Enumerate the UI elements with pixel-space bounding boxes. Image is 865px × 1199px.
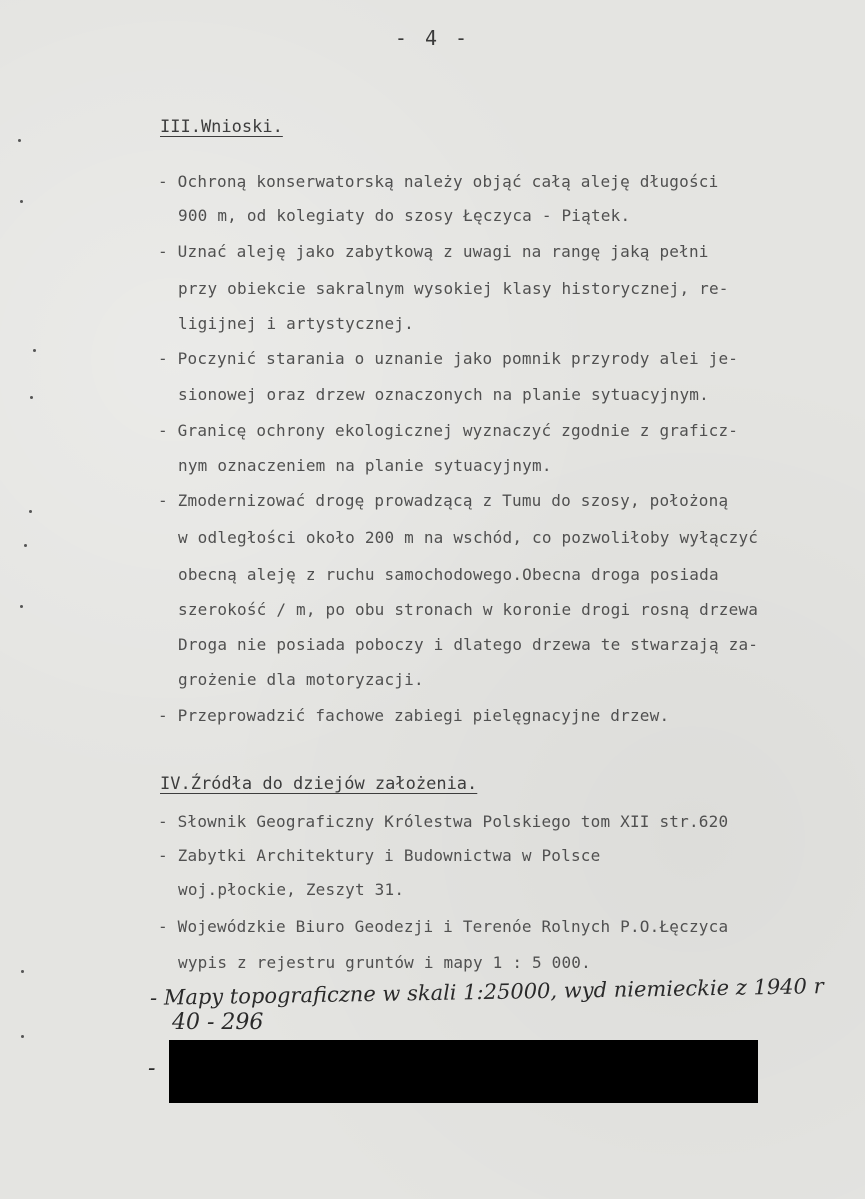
margin-speck (20, 605, 23, 608)
margin-speck (18, 139, 21, 142)
text-line: - Uznać aleję jako zabytkową z uwagi na rangę jaką pełni (158, 242, 709, 261)
redaction-bar (169, 1040, 758, 1103)
margin-speck (24, 544, 27, 547)
text-line: przy obiekcie sakralnym wysokiej klasy historycznej, re- (178, 279, 729, 298)
section-heading-conclusions: III.Wnioski. (160, 117, 283, 137)
text-line: grożenie dla motoryzacji. (178, 670, 424, 689)
source-line: wypis z rejestru gruntów i mapy 1 : 5 000. (178, 953, 591, 972)
text-line: szerokość / m, po obu stronach w koronie drogi rosną drzewa (178, 600, 759, 619)
margin-speck (30, 396, 33, 399)
text-line: sionowej oraz drzew oznaczonych na planie sytuacyjnym. (178, 385, 709, 404)
text-line: 900 m, od kolegiaty do szosy Łęczyca - Piątek. (178, 206, 631, 225)
handwritten-note: - Mapy topograficzne w skali 1:25000, wyd niemieckie z 1940 r (149, 974, 824, 1010)
text-line: obecną aleję z ruchu samochodowego.Obecna droga posiada (178, 565, 719, 584)
text-line: - Zmodernizować drogę prowadzącą z Tumu do szosy, położoną (158, 491, 729, 510)
text-line: w odległości około 200 m na wschód, co pozwoliłoby wyłączyć (178, 528, 759, 547)
text-line: - Granicę ochrony ekologicznej wyznaczyć zgodnie z graficz- (158, 421, 739, 440)
margin-speck (33, 349, 36, 352)
source-line: woj.płockie, Zeszyt 31. (178, 880, 405, 899)
margin-speck (20, 200, 23, 203)
text-line: nym oznaczeniem na planie sytuacyjnym. (178, 456, 552, 475)
section-heading-sources: IV.Źródła do dziejów założenia. (160, 774, 478, 794)
handwritten-dash: - (148, 1056, 156, 1081)
margin-speck (29, 510, 32, 513)
source-line: - Wojewódzkie Biuro Geodezji i Terenóe Rolnych P.O.Łęczyca (158, 917, 729, 936)
source-line: - Słownik Geograficzny Królestwa Polskiego tom XII str.620 (158, 812, 729, 831)
page-number: - 4 - (394, 26, 471, 50)
text-line: - Ochroną konserwatorską należy objąć całą aleję długości (158, 172, 719, 191)
text-line: - Poczynić starania o uznanie jako pomnik przyrody alei je- (158, 349, 739, 368)
text-line: - Przeprowadzić fachowe zabiegi pielęgnacyjne drzew. (158, 706, 670, 725)
text-line: Droga nie posiada poboczy i dlatego drzewa te stwarzają za- (178, 635, 759, 654)
margin-speck (21, 970, 24, 973)
text-line: ligijnej i artystycznej. (178, 314, 414, 333)
handwritten-note-number: 40 - 296 (172, 1010, 264, 1035)
source-line: - Zabytki Architektury i Budownictwa w Polsce (158, 846, 601, 865)
margin-speck (21, 1035, 24, 1038)
